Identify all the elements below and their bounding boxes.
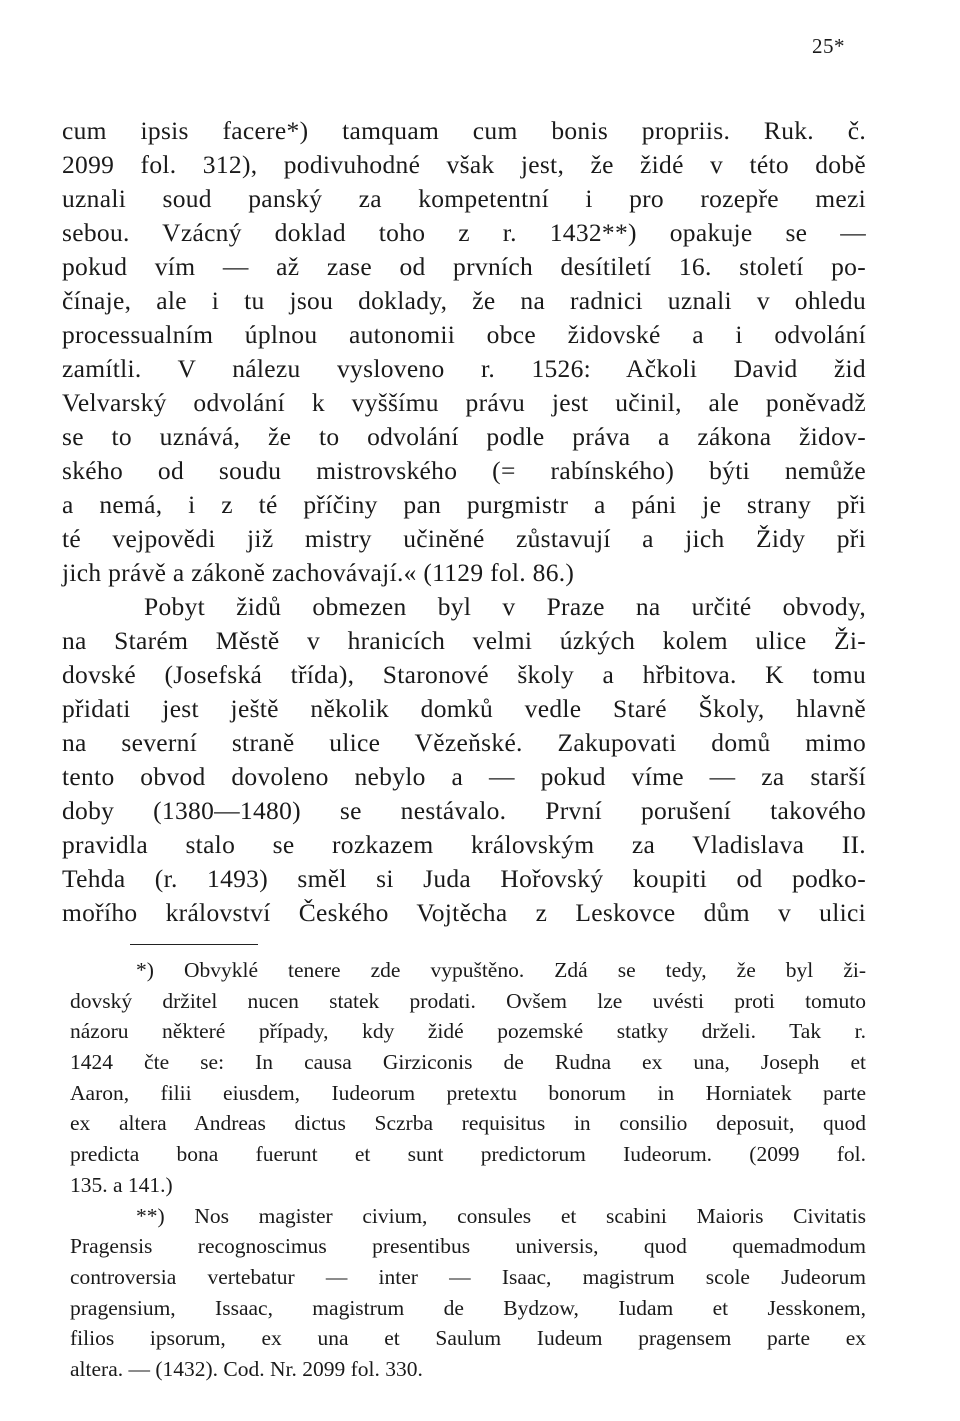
footnote-line: filios ipsorum, ex una et Saulum Iudeum pragensem parte ex bbox=[70, 1326, 866, 1351]
body-line: pokud vím — až zase od prvních desítiletí 16. století po- bbox=[62, 252, 866, 281]
body-line: a nemá, i z té příčiny pan purgmistr a páni je strany při bbox=[62, 490, 866, 519]
body-line: sebou. Vzácný doklad toho z r. 1432**) opakuje se — bbox=[62, 218, 866, 247]
body-line: Velvarský odvolání k vyššímu právu jest učinil, ale poněvadž bbox=[62, 388, 866, 417]
footnote-divider bbox=[130, 944, 258, 945]
main-text bbox=[62, 114, 866, 930]
footnote-line: názoru některé případy, kdy židé pozemské statky drželi. Tak r. bbox=[70, 1019, 866, 1044]
body-line: zamítli. V nálezu vysloveno r. 1526: Ačkoli David žid bbox=[62, 354, 866, 383]
footnote-line: dovský držitel nucen statek prodati. Ovšem lze uvésti proti tomuto bbox=[70, 988, 866, 1013]
body-line: mořího království Českého Vojtěcha z Leskovce dům v ulici bbox=[62, 898, 866, 927]
footnote-line: *) Obvyklé tenere zde vypuštěno. Zdá se tedy, že byl ži- bbox=[136, 958, 866, 982]
body-line: 2099 fol. 312), podivuhodné však jest, že židé v této době bbox=[62, 150, 866, 179]
footnote-line: Aaron, filii eiusdem, Iudeorum pretextu bonorum in Horniatek parte bbox=[70, 1080, 866, 1105]
body-line: uznali soud panský za kompetentní i pro rozepře mezi bbox=[62, 184, 866, 213]
body-line: Tehda (r. 1493) směl si Juda Hořovský koupiti od podko- bbox=[62, 864, 866, 893]
body-line: dovské (Josefská třída), Staronové školy a hřbitova. K tomu bbox=[62, 660, 866, 689]
body-line: ského od soudu mistrovského (= rabínského) býti nemůže bbox=[62, 456, 866, 485]
body-line: tento obvod dovoleno nebylo a — pokud víme — za starší bbox=[62, 762, 866, 791]
body-line: přidati jest ještě několik domků vedle Staré Školy, hlavně bbox=[62, 694, 866, 723]
body-line: té vejpovědi již mistry učiněné zůstavují a jich Židy při bbox=[62, 524, 866, 553]
footnote-line: Pragensis recognoscimus presentibus universis, quod quemadmodum bbox=[70, 1234, 866, 1259]
body-line: pravidla stalo se rozkazem královským za Vladislava II. bbox=[62, 830, 866, 859]
body-line: na severní straně ulice Vězeňské. Zakupovati domů mimo bbox=[62, 728, 866, 757]
footnote-line: 135. a 141.) bbox=[70, 1172, 173, 1197]
body-line: doby (1380—1480) se nestávalo. První porušení takového bbox=[62, 796, 866, 825]
paragraph-start-line: Pobyt židů obmezen byl v Praze na určité obvody, bbox=[144, 592, 866, 621]
body-line: se to uznává, že to odvolání podle práva a zákona židov- bbox=[62, 422, 866, 451]
footnote-line: pragensium, Issaac, magistrum de Bydzow, Iudam et Jesskonem, bbox=[70, 1295, 866, 1320]
footnote-line: controversia vertebatur — inter — Isaac, magistrum scole Judeorum bbox=[70, 1264, 866, 1289]
body-line: na Starém Městě v hranicích velmi úzkých kolem ulice Ži- bbox=[62, 626, 866, 655]
body-line: jich právě a zákoně zachovávají.« (1129 fol. 86.) bbox=[62, 558, 575, 587]
footnote-line: 1424 čte se: In causa Girziconis de Rudna ex una, Joseph et bbox=[70, 1050, 866, 1075]
body-line: čínaje, ale i tu jsou doklady, že na radnici uznali v ohledu bbox=[62, 286, 866, 315]
footnote-line: altera. — (1432). Cod. Nr. 2099 fol. 330. bbox=[70, 1356, 423, 1381]
page-number: 25* bbox=[812, 34, 845, 58]
footnote-line: predicta bona fuerunt et sunt predictorum Iudeorum. (2099 fol. bbox=[70, 1142, 866, 1167]
body-line: processualním úplnou autonomii obce židovské a i odvolání bbox=[62, 320, 866, 349]
footnote-line: ex altera Andreas dictus Sczrba requisitus in consilio deposuit, quod bbox=[70, 1111, 866, 1136]
footnotes bbox=[70, 955, 866, 1385]
body-line: cum ipsis facere*) tamquam cum bonis propriis. Ruk. č. bbox=[62, 116, 866, 145]
footnote-line: **) Nos magister civium, consules et scabini Maioris Civitatis bbox=[136, 1203, 866, 1228]
